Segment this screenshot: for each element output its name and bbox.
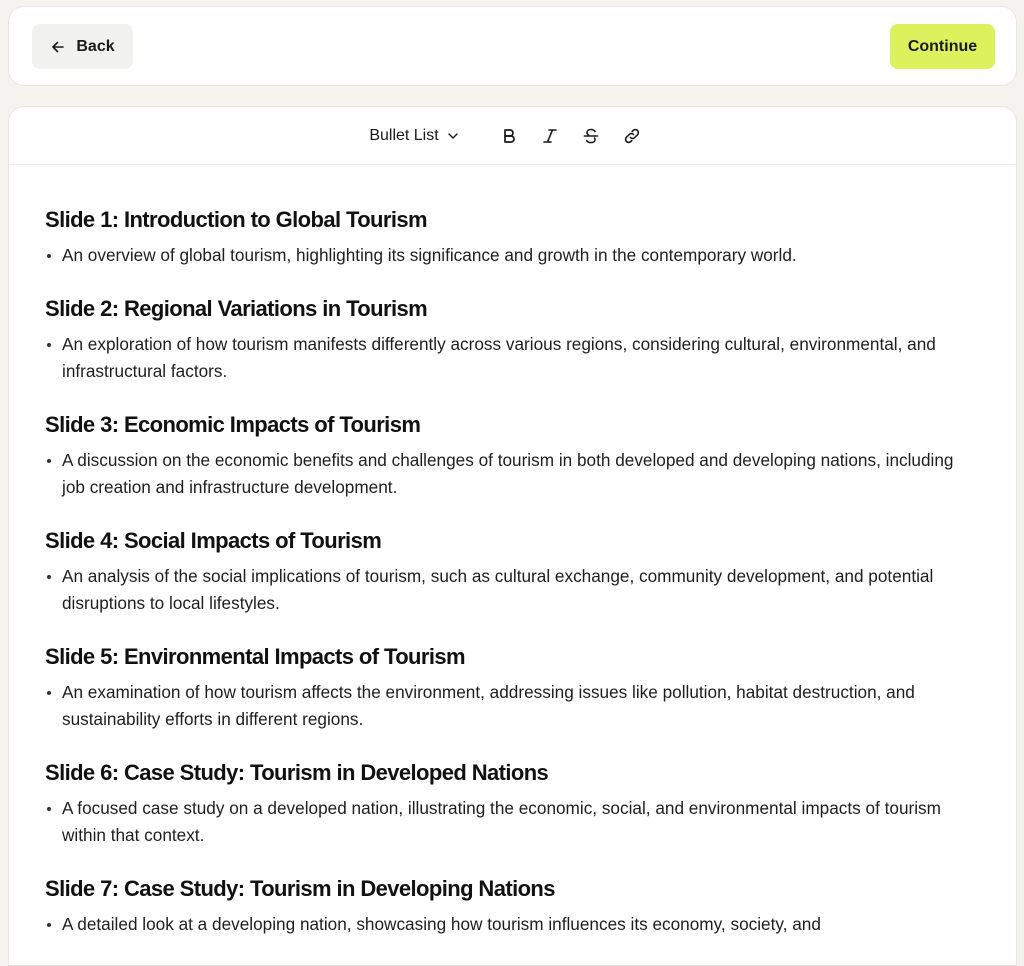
slide-section-4 bbox=[45, 527, 980, 617]
strikethrough-button[interactable] bbox=[579, 124, 603, 148]
list-item: A focused case study on a developed nation, illustrating the economic, social, and environmental impacts of tourism within that context. bbox=[45, 795, 980, 849]
link-icon bbox=[623, 127, 641, 145]
arrow-left-icon bbox=[50, 39, 66, 55]
link-button[interactable] bbox=[620, 124, 644, 148]
list-item: An overview of global tourism, highlighting its significance and growth in the contemporary world. bbox=[45, 242, 980, 269]
slide-title: Slide 1: Introduction to Global Tourism bbox=[45, 207, 427, 232]
slide-title: Slide 7: Case Study: Tourism in Developing Nations bbox=[45, 876, 555, 901]
bold-icon bbox=[500, 127, 518, 145]
slide-title: Slide 6: Case Study: Tourism in Developed Nations bbox=[45, 760, 549, 785]
italic-icon bbox=[541, 127, 559, 145]
back-button[interactable] bbox=[32, 24, 133, 69]
back-button-label: Back bbox=[76, 37, 115, 55]
strikethrough-icon bbox=[582, 127, 600, 145]
editor-toolbar bbox=[9, 107, 1016, 165]
continue-button-label: Continue bbox=[907, 37, 978, 55]
bold-button[interactable] bbox=[497, 124, 521, 148]
slide-title: Slide 3: Economic Impacts of Tourism bbox=[45, 412, 421, 437]
document-content[interactable] bbox=[9, 165, 1016, 938]
slide-title: Slide 5: Environmental Impacts of Tourism bbox=[45, 644, 465, 669]
slide-section-3 bbox=[45, 411, 980, 501]
slide-section-6 bbox=[45, 759, 980, 849]
slide-section-5 bbox=[45, 643, 980, 733]
chevron-down-icon bbox=[447, 130, 459, 142]
slide-section-2 bbox=[45, 295, 980, 385]
format-select[interactable] bbox=[369, 127, 458, 145]
top-bar bbox=[8, 6, 1017, 86]
list-item: An examination of how tourism affects the environment, addressing issues like pollution, habitat destruction, and sustainability efforts in different regions. bbox=[45, 679, 980, 733]
slide-section-1 bbox=[45, 206, 980, 269]
slide-section-7 bbox=[45, 875, 980, 938]
slide-title: Slide 2: Regional Variations in Tourism bbox=[45, 296, 428, 321]
editor-panel bbox=[8, 106, 1017, 966]
list-item: An exploration of how tourism manifests differently across various regions, considering cultural, environmental, and infrastructural factors. bbox=[45, 331, 980, 385]
format-select-value: Bullet List bbox=[369, 126, 439, 144]
italic-button[interactable] bbox=[538, 124, 562, 148]
slide-title: Slide 4: Social Impacts of Tourism bbox=[45, 528, 382, 553]
list-item: A detailed look at a developing nation, showcasing how tourism influences its economy, society, and bbox=[45, 911, 980, 938]
list-item: An analysis of the social implications of tourism, such as cultural exchange, community development, and potential disruptions to local lifestyles. bbox=[45, 563, 980, 617]
list-item: A discussion on the economic benefits and challenges of tourism in both developed and developing nations, including job creation and infrastructure development. bbox=[45, 447, 980, 501]
continue-button[interactable] bbox=[890, 24, 995, 69]
